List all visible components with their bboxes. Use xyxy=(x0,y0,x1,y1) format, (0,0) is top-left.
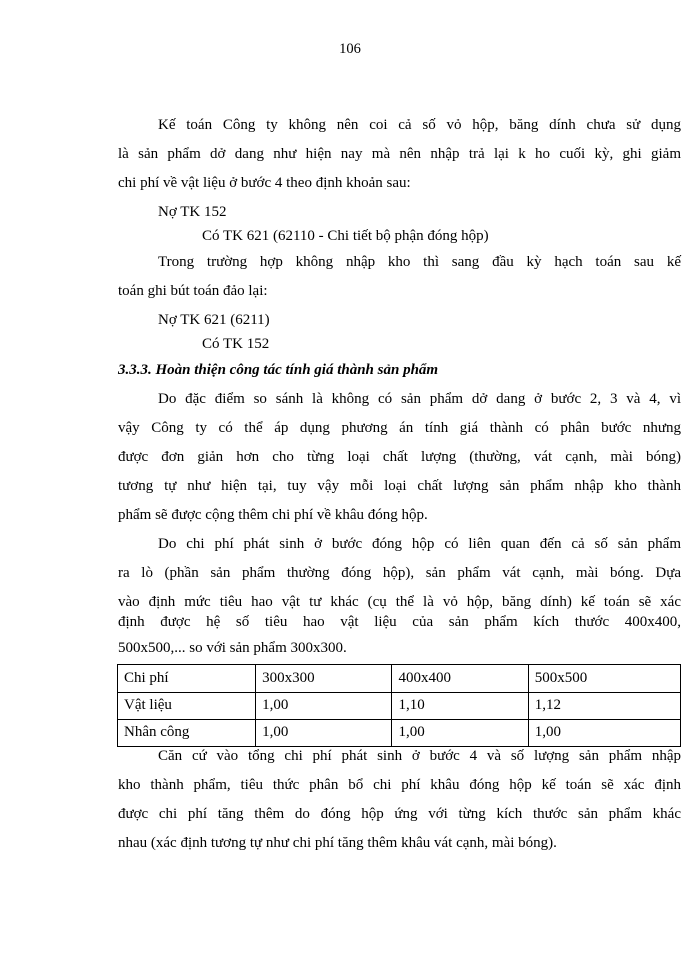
entry2-debit: Nợ TK 621 (6211) xyxy=(158,312,270,328)
table-cell: 1,10 xyxy=(392,693,528,720)
para4-line5: 500x500,... so với sản phẩm 300x300. xyxy=(118,640,347,656)
table-cell: Nhân công xyxy=(118,720,256,747)
entry1-credit: Có TK 621 (62110 - Chi tiết bộ phận đóng hộp) xyxy=(202,228,489,244)
table-row xyxy=(118,693,681,720)
para5-line1: Căn cứ vào tổng chi phí phát sinh ở bước 4 và số lượng sản phẩm nhập xyxy=(158,748,681,764)
table-cell: 1,00 xyxy=(392,720,528,747)
para1-line2: là sản phẩm dở dang như hiện nay mà nên nhập trả lại k ho cuối kỳ, ghi giảm xyxy=(118,146,681,162)
table-header-row xyxy=(118,665,681,693)
para3-line3: được đơn giản hơn cho từng loại chất lượng (thường, vát cạnh, mài bóng) xyxy=(118,449,681,465)
para3-line4: tương tự như hiện tại, tuy vậy mỗi loại chất lượng sản phẩm nhập kho thành xyxy=(118,478,681,494)
para1-line3: chi phí về vật liệu ở bước 4 theo định khoản sau: xyxy=(118,175,411,191)
para3-line2: vậy Công ty có thể áp dụng phương án tính giá thành có phân bước nhưng xyxy=(118,420,681,436)
para5-line3: được chi phí tăng thêm do đóng hộp ứng với từng kích thước sản phẩm khác xyxy=(118,806,681,822)
table-cell: 1,12 xyxy=(528,693,680,720)
table-cell: 1,00 xyxy=(256,693,392,720)
table-header-cell: 300x300 xyxy=(256,665,392,693)
para4-line4: định được hệ số tiêu hao vật liệu của sản phẩm kích thước 400x400, xyxy=(118,614,681,630)
entry2-credit: Có TK 152 xyxy=(202,336,270,352)
para3-line5: phẩm sẽ được cộng thêm chi phí về khâu đóng hộp. xyxy=(118,507,428,523)
table-cell: Vật liệu xyxy=(118,693,256,720)
para5-line2: kho thành phẩm, tiêu thức phân bổ chi phí khâu đóng hộp kế toán sẽ xác định xyxy=(118,777,681,793)
table-header-cell: 400x400 xyxy=(392,665,528,693)
para4-line3: vào định mức tiêu hao vật tư khác (cụ thể là vỏ hộp, băng dính) kế toán sẽ xác xyxy=(118,594,681,610)
table-row xyxy=(118,720,681,747)
entry1-debit: Nợ TK 152 xyxy=(158,204,227,220)
para5-line4: nhau (xác định tương tự như chi phí tăng thêm khâu vát cạnh, mài bóng). xyxy=(118,835,557,851)
coefficient-table xyxy=(117,664,681,747)
section-heading: 3.3.3. Hoàn thiện công tác tính giá thành sản phẩm xyxy=(118,362,439,378)
para1-line1: Kế toán Công ty không nên coi cả số vỏ hộp, băng dính chưa sử dụng xyxy=(158,117,681,133)
table-cell: 1,00 xyxy=(528,720,680,747)
page-number: 106 xyxy=(339,41,361,57)
table-header-cell: Chi phí xyxy=(118,665,256,693)
table-cell: 1,00 xyxy=(256,720,392,747)
para3-line1: Do đặc điểm so sánh là không có sản phẩm dở dang ở bước 2, 3 và 4, vì xyxy=(158,391,681,407)
table-header-cell: 500x500 xyxy=(528,665,680,693)
para4-line1: Do chi phí phát sinh ở bước đóng hộp có liên quan đến cả số sản phẩm xyxy=(158,536,681,552)
para2-line2: toán ghi bút toán đảo lại: xyxy=(118,283,268,299)
para4-line2: ra lò (phần sản phẩm thường đóng hộp), sản phẩm vát cạnh, mài bóng. Dựa xyxy=(118,565,681,581)
para2-line1: Trong trường hợp không nhập kho thì sang đầu kỳ hạch toán sau kế xyxy=(158,254,681,270)
